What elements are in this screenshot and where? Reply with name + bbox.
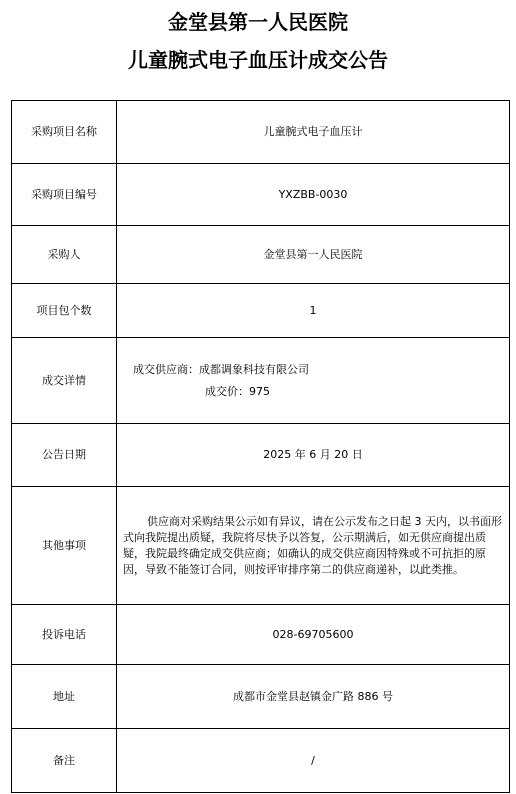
project-name-value: 儿童腕式电子血压计: [117, 101, 510, 164]
address-value: 成都市金堂县赵镇金广路 886 号: [117, 665, 510, 729]
announce-date-label: 公告日期: [12, 424, 117, 487]
table-row: [12, 605, 510, 665]
table-row: [12, 729, 510, 793]
announce-date-value: 2025 年 6 月 20 日: [117, 424, 510, 487]
table-row: [12, 424, 510, 487]
remarks-value: /: [117, 729, 510, 793]
announcement-table: [11, 100, 510, 793]
other-matters-value: 供应商对采购结果公示如有异议，请在公示发布之日起 3 天内，以书面形式向我院提出质疑，我院将尽快予以答复，公示期满后，如无供应商提出质疑，我院最终确定成交供应商；如确认的成交供应商因特殊或不可抗拒的原因，导致不能签订合同，则按评审排序第二的供应商递补，以此类推。: [117, 487, 510, 605]
table-row: [12, 338, 510, 424]
table-row: [12, 284, 510, 338]
deal-details-value: [117, 338, 510, 424]
other-matters-label: 其他事项: [12, 487, 117, 605]
package-count-value: 1: [117, 284, 510, 338]
document-title-line1: 金堂县第一人民医院: [168, 10, 348, 34]
purchaser-value: 金堂县第一人民医院: [117, 226, 510, 284]
table-row: [12, 226, 510, 284]
deal-supplier: 成交供应商：成都调象科技有限公司: [133, 362, 309, 376]
table-row: [12, 487, 510, 605]
complaint-phone-value: 028-69705600: [117, 605, 510, 665]
package-count-label: 项目包个数: [12, 284, 117, 338]
table-row: [12, 665, 510, 729]
deal-price: 成交价：975: [205, 384, 270, 398]
complaint-phone-label: 投诉电话: [12, 605, 117, 665]
deal-details-label: 成交详情: [12, 338, 117, 424]
address-label: 地址: [12, 665, 117, 729]
table-row: [12, 164, 510, 226]
document-title-line2: 儿童腕式电子血压计成交公告: [128, 48, 388, 72]
remarks-label: 备注: [12, 729, 117, 793]
project-number-value: YXZBB-0030: [117, 164, 510, 226]
table-row: [12, 101, 510, 164]
purchaser-label: 采购人: [12, 226, 117, 284]
project-name-label: 采购项目名称: [12, 101, 117, 164]
project-number-label: 采购项目编号: [12, 164, 117, 226]
